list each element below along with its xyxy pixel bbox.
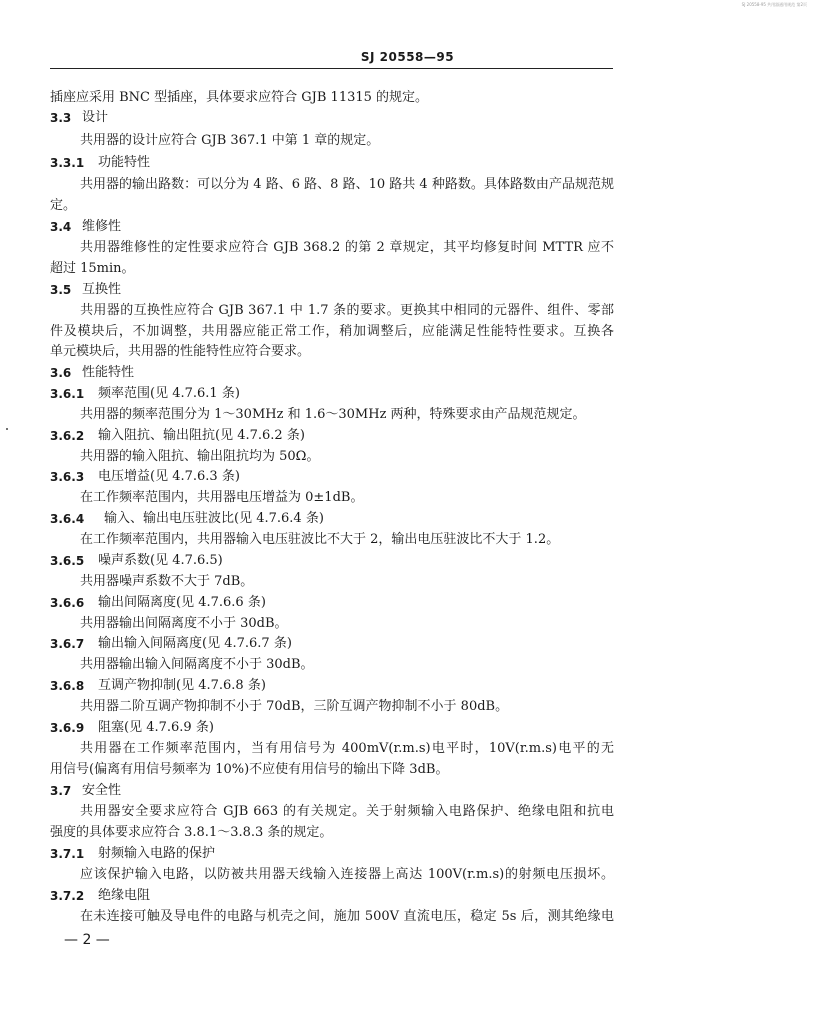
paragraph-text: 插座应采用 BNC 型插座，具体要求应符合 GJB 11315 的规定。: [50, 90, 429, 105]
section-title: 设计: [82, 110, 109, 125]
section-title: 输入、输出电压驻波比(见 4.7.6.4 条): [104, 511, 324, 526]
paragraph-text: 件及模块后，不加调整，共用器应能正常工作，稍加调整后，应能满足性能特性要求。互换各: [50, 324, 614, 339]
section-title: 输入阻抗、输出阻抗(见 4.7.6.2 条): [98, 428, 305, 443]
section-number: 3.4: [50, 220, 72, 234]
corner-note: SJ 20558-95 共用器通用规范 第2页: [741, 2, 807, 7]
section-number: 3.6.1: [50, 387, 85, 401]
section-number: 3.6.5: [50, 554, 85, 568]
section-title: 互调产物抑制(见 4.7.6.8 条): [98, 678, 266, 693]
section-number: 3.3.1: [50, 156, 85, 170]
section-title: 阻塞(见 4.7.6.9 条): [98, 720, 214, 735]
section-title: 性能特性: [82, 365, 135, 380]
section-title: 功能特性: [98, 155, 151, 170]
paragraph-text: 共用器维修性的定性要求应符合 GJB 368.2 的第 2 章规定，其平均修复时间 MTTR 应不: [80, 240, 614, 255]
section-title: 射频输入电路的保护: [98, 846, 216, 861]
paragraph-text: 共用器安全要求应符合 GJB 663 的有关规定。关于射频输入电路保护、绝缘电阻和抗电: [80, 804, 614, 819]
paragraph-text: 在工作频率范围内，共用器输入电压驻波比不大于 2，输出电压驻波比不大于 1.2。: [80, 532, 560, 547]
section-title: 电压增益(见 4.7.6.3 条): [98, 469, 240, 484]
paragraph-text: 共用器的互换性应符合 GJB 367.1 中 1.7 条的要求。更换其中相同的元器件、组件、零部: [80, 303, 614, 318]
section-title: 输出输入间隔离度(见 4.7.6.7 条): [98, 636, 292, 651]
paragraph-text: 共用器的输出路数：可以分为 4 路、6 路、8 路、10 路共 4 种路数。具体路数由产品规范规: [80, 177, 614, 192]
paragraph-text: 共用器二阶互调产物抑制不小于 70dB，三阶互调产物抑制不小于 80dB。: [80, 699, 509, 714]
section-title: 输出间隔离度(见 4.7.6.6 条): [98, 595, 266, 610]
section-title: 绝缘电阻: [98, 888, 151, 903]
paragraph-text: 单元模块后，共用器的性能特性应符合要求。: [50, 344, 311, 359]
section-number: 3.6: [50, 366, 72, 380]
section-number: 3.7.2: [50, 889, 85, 903]
paragraph-text: 共用器噪声系数不大于 7dB。: [80, 574, 254, 589]
section-number: 3.6.2: [50, 429, 85, 443]
paragraph-text: 共用器输出输入间隔离度不小于 30dB。: [80, 657, 314, 672]
paragraph-text: 应该保护输入电路，以防被共用器天线输入连接器上高达 100V(r.m.s)的射频电压损坏。: [80, 867, 614, 882]
paragraph-text: 共用器输出间隔离度不小于 30dB。: [80, 616, 288, 631]
paragraph-text: 共用器的输入阻抗、输出阻抗均为 50Ω。: [80, 449, 320, 464]
section-number: 3.6.8: [50, 679, 85, 693]
paragraph-text: 在工作频率范围内，共用器电压增益为 0±1dB。: [80, 490, 364, 505]
section-number: 3.6.3: [50, 470, 85, 484]
section-number: 3.6.4: [50, 512, 85, 526]
paragraph-text: 用信号(偏离有用信号频率为 10%)不应使有用信号的输出下降 3dB。: [50, 762, 449, 777]
section-title: 安全性: [82, 783, 122, 798]
paragraph-text: 超过 15min。: [50, 261, 135, 276]
section-number: 3.5: [50, 283, 72, 297]
paragraph-text: 在未连接可触及导电件的电路与机壳之间，施加 500V 直流电压，稳定 5s 后，测其绝缘电: [80, 909, 614, 924]
paragraph-text: 共用器在工作频率范围内，当有用信号为 400mV(r.m.s)电平时，10V(r.m.s)电平的无: [80, 741, 614, 756]
paragraph-text: 共用器的设计应符合 GJB 367.1 中第 1 章的规定。: [80, 133, 380, 148]
section-title: 频率范围(见 4.7.6.1 条): [98, 386, 240, 401]
section-number: 3.6.9: [50, 721, 85, 735]
section-title: 维修性: [82, 219, 122, 234]
standard-code-header: SJ 20558—95: [360, 50, 455, 64]
section-number: 3.3: [50, 111, 72, 125]
page-number: — 2 —: [64, 932, 110, 948]
section-number: 3.6.6: [50, 596, 85, 610]
paragraph-text: 定。: [50, 198, 77, 213]
section-number: 3.7: [50, 784, 72, 798]
header-divider: [50, 68, 613, 69]
section-number: 3.6.7: [50, 637, 85, 651]
margin-mark: [6, 428, 8, 430]
section-title: 噪声系数(见 4.7.6.5): [98, 553, 223, 568]
section-number: 3.7.1: [50, 847, 85, 861]
paragraph-text: 共用器的频率范围分为 1～30MHz 和 1.6～30MHz 两种，特殊要求由产品规范规定。: [80, 407, 586, 422]
section-title: 互换性: [82, 282, 122, 297]
paragraph-text: 强度的具体要求应符合 3.8.1～3.8.3 条的规定。: [50, 825, 333, 840]
